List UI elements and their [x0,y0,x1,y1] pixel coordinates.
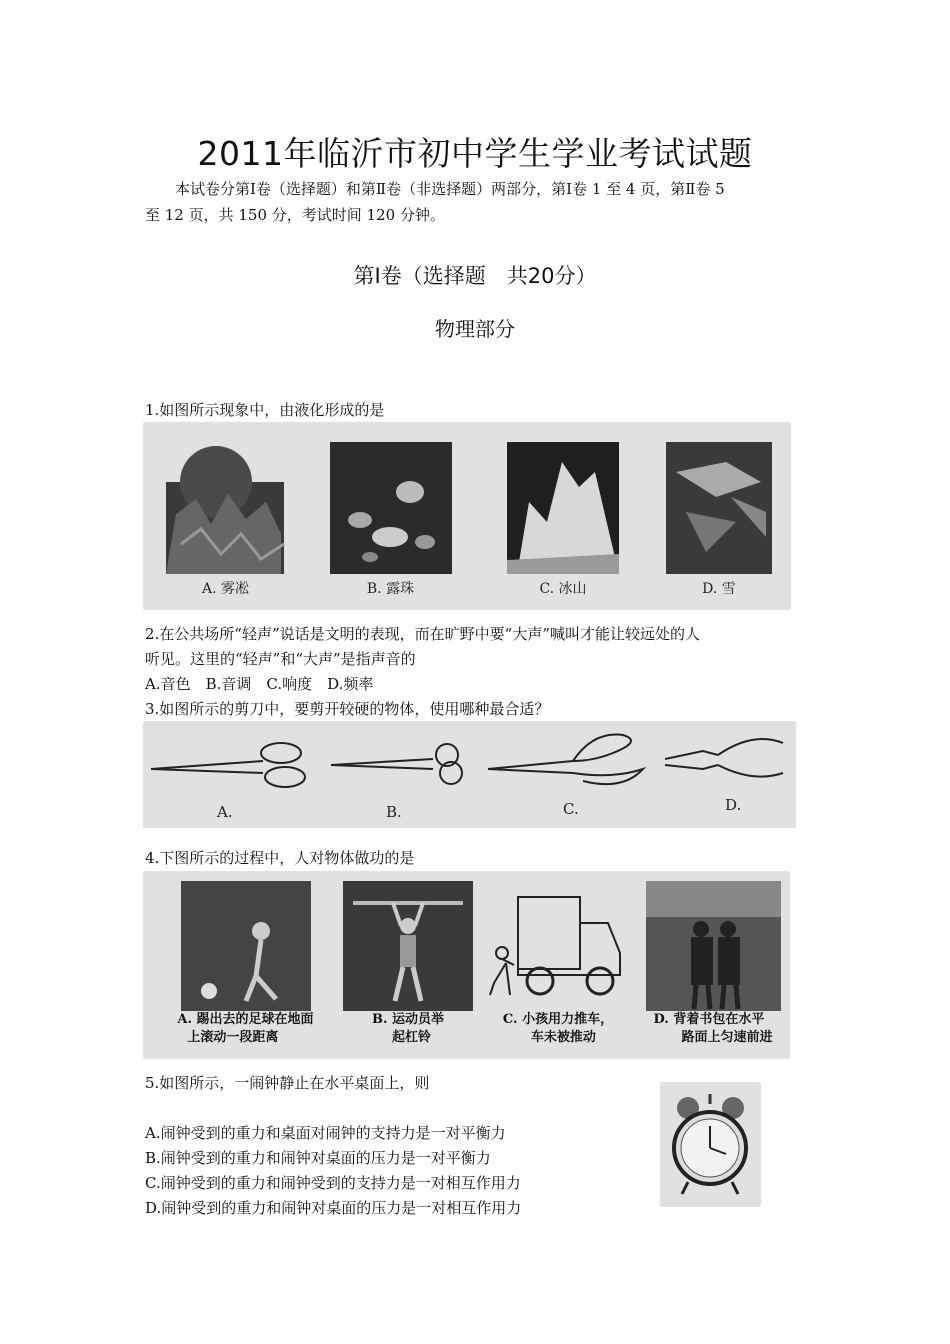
scissors-c-icon [488,735,643,785]
question-5-option-a: A.闹钟受到的重力和桌面对闹钟的支持力是一对平衡力 [145,1124,506,1142]
subsection-title: 物理部分 [435,317,515,341]
scissors-b-icon [331,744,462,784]
option-a-caption-line-2: 上滚动一段距离 [187,1030,279,1045]
iceberg-photo [507,442,619,574]
soccer-photo [181,881,311,1011]
option-b-caption-line-1: B. 运动员举 [371,1012,445,1027]
question-1-figure [143,422,791,610]
work-option-b [343,881,473,1047]
option-c-label: C. 冰山 [539,581,587,597]
option-d-caption-line-1: D. 背着书包在水平 [653,1012,765,1027]
question-2-stem-line-2: 听见。这里的“轻声”和“大声”是指声音的 [145,650,416,668]
option-a-caption [177,1011,313,1047]
question-1-stem: 1.如图所示现象中，由液化形成的是 [145,401,385,419]
scissors-d-icon [665,739,783,777]
option-d-caption [653,1011,772,1047]
weightlifter-photo [343,881,473,1011]
work-option-c [483,883,633,1047]
option-c-caption [503,1011,613,1047]
option-b-label: B. 露珠 [366,581,415,597]
work-option-d [638,881,788,1047]
alarm-clock-icon [660,1082,761,1207]
question-2-stem-line-1: 2.在公共场所“轻声”说话是文明的表现，而在旷野中要“大声”喊叫才能让较远处的人 [145,625,700,643]
instructions-line-2: 至 12 页，共 150 分，考试时间 120 分钟。 [145,206,445,224]
question-2 [145,622,810,697]
section-title: 第Ⅰ卷（选择题 共20分） [353,264,597,288]
scissors-a-icon [151,743,305,787]
question-5-option-b: B.闹钟受到的重力和闹钟对桌面的压力是一对平衡力 [145,1149,491,1167]
scissors-b-label: B. [386,803,402,821]
figure-option-d [663,442,775,598]
instructions-line-1: 本试卷分第Ⅰ卷（选择题）和第Ⅱ卷（非选择题）两部分，第Ⅰ卷 1 至 4 页，第Ⅱ卷 5 [175,180,725,198]
figure-option-a [163,444,288,598]
option-d-caption-line-2: 路面上匀速前进 [681,1030,773,1045]
question-2-options: A.音色 B.音调 C.响度 D.频率 [145,675,374,693]
question-5-options [145,1121,665,1221]
question-5-figure [660,1082,761,1207]
option-b-caption [372,1011,444,1047]
option-b-caption-line-2: 起杠铃 [391,1030,431,1045]
rime-photo [166,444,286,574]
question-3-figure [143,721,796,828]
scissors-c-label: C. [563,800,579,818]
snow-photo [666,442,772,574]
option-c-caption-line-2: 车未被推动 [530,1030,596,1045]
option-d-label: D. 雪 [702,581,736,597]
figure-option-c [503,442,623,598]
scissors-drawings [143,721,796,828]
figure-option-b [328,442,453,598]
scissors-a-label: A. [217,803,233,821]
question-5-option-d: D.闹钟受到的重力和闹钟对桌面的压力是一对相互作用力 [145,1199,522,1217]
page-title: 2011年临沂市初中学生学业考试试题 [197,134,753,173]
work-option-a [153,881,338,1047]
backpack-photo [646,881,781,1011]
question-5-option-c: C.闹钟受到的重力和闹钟受到的支持力是一对相互作用力 [145,1174,521,1192]
question-4-figure [143,871,790,1059]
exam-instructions [145,176,810,228]
scissors-d-label: D. [725,796,742,814]
dew-photo [330,442,452,574]
question-4-stem: 4.下图所示的过程中，人对物体做功的是 [145,849,415,867]
question-5-stem: 5.如图所示，一闹钟静止在水平桌面上，则 [145,1074,430,1092]
option-a-caption-line-1: A. 踢出去的足球在地面 [177,1012,314,1027]
question-3-stem: 3.如图所示的剪刀中，要剪开较硬的物体，使用哪种最合适？ [145,700,550,718]
option-a-label: A. 雾凇 [201,581,249,597]
push-truck-drawing [488,883,628,1011]
option-c-caption-line-1: C. 小孩用力推车， [502,1012,614,1027]
